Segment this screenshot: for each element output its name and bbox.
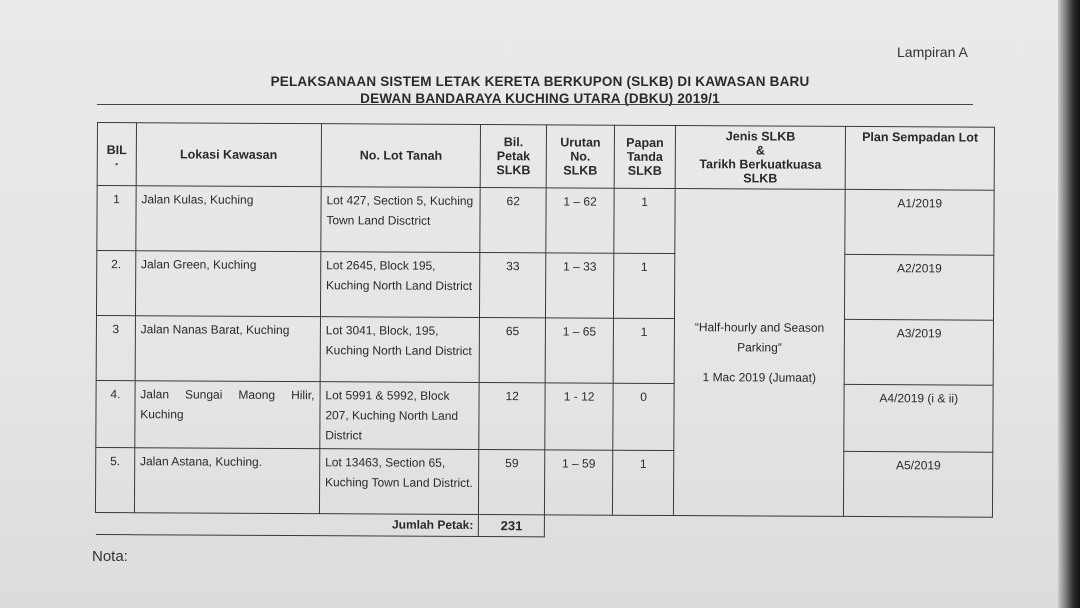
header-petak: Bil. Petak SLKB [481, 125, 547, 188]
cell-lot: Lot 13463, Section 65, Kuching Town Land District. [319, 449, 479, 515]
cell-lokasi: Jalan Astana, Kuching. [134, 448, 319, 514]
cell-petak: 33 [480, 253, 546, 318]
cell-bil: 3 [96, 315, 135, 380]
jenis-text: “Half-hourly and Season Parking” [694, 320, 825, 355]
total-row-blank [544, 515, 992, 539]
title-underline [97, 104, 973, 105]
cell-petak: 65 [480, 318, 546, 383]
header-bil-dot: . [114, 154, 119, 169]
cell-urutan: 1 - 12 [545, 383, 614, 450]
cell-lokasi: Jalan Sungai Maong Hilir, Kuching [135, 381, 320, 449]
cell-plan: A5/2019 [844, 451, 993, 517]
cell-papan: 1 [613, 450, 674, 515]
table-row [96, 380, 993, 452]
table-row [96, 315, 993, 385]
cell-papan: 1 [614, 253, 675, 318]
cell-lokasi: Jalan Kulas, Kuching [136, 186, 321, 252]
cell-urutan: 1 – 65 [545, 318, 614, 383]
nota-label: Nota: [92, 548, 128, 565]
cell-urutan: 1 – 59 [544, 450, 613, 515]
cell-lot: Lot 427, Section 5, Kuching Town Land Disctrict [321, 187, 481, 253]
cell-lot: Lot 5991 & 5992, Block 207, Kuching North Land District [320, 382, 480, 450]
cell-petak: 59 [479, 450, 545, 515]
cell-papan: 1 [613, 318, 674, 383]
cell-bil: 1 [97, 186, 136, 251]
tarikh-text: 1 Mac 2019 (Jumaat) [702, 370, 817, 385]
total-row [95, 512, 992, 539]
cell-plan: A4/2019 (i & ii) [844, 384, 993, 452]
slkb-table [95, 122, 995, 540]
header-papan: Papan Tanda SLKB [614, 125, 675, 188]
header-lokasi: Lokasi Kawasan [136, 123, 321, 187]
cell-lot: Lot 2645, Block 195, Kuching North Land District [320, 252, 480, 318]
cell-bil: 4. [96, 380, 135, 447]
header-bil: BIL . [97, 123, 136, 186]
cell-petak: 12 [479, 383, 545, 450]
cell-papan: 1 [614, 188, 675, 253]
cell-petak: 62 [480, 188, 546, 253]
cell-jenis-merged [673, 189, 845, 517]
cell-urutan: 1 – 62 [546, 188, 615, 253]
table-row [96, 251, 993, 321]
table-row [97, 186, 994, 256]
cell-plan: A2/2019 [845, 254, 994, 320]
header-urutan: Urutan No. SLKB [546, 125, 615, 188]
cell-plan: A3/2019 [844, 319, 993, 385]
table-header-row [97, 123, 994, 191]
cell-bil: 2. [96, 251, 135, 316]
page-edge-shadow [1058, 0, 1080, 608]
cell-urutan: 1 – 33 [545, 253, 614, 318]
header-lot: No. Lot Tanah [321, 124, 481, 188]
appendix-label: Lampiran A [897, 44, 968, 60]
cell-plan: A1/2019 [845, 189, 994, 255]
cell-lokasi: Jalan Green, Kuching [135, 251, 320, 317]
total-value: 231 [479, 515, 544, 537]
cell-lot: Lot 3041, Block, 195, Kuching North Land District [320, 317, 480, 383]
total-label: Jumlah Petak: [95, 512, 479, 536]
document-title-line2: DEWAN BANDARAYA KUCHING UTARA (DBKU) 2019/1 [360, 91, 720, 106]
table-row [95, 447, 992, 517]
header-plan: Plan Sempadan Lot [846, 126, 995, 190]
cell-lokasi: Jalan Nanas Barat, Kuching [135, 316, 320, 382]
cell-papan: 0 [613, 383, 674, 450]
document-title-line1: PELAKSANAAN SISTEM LETAK KERETA BERKUPON (SLKB) DI KAWASAN BARU [270, 74, 810, 89]
cell-bil: 5. [95, 447, 134, 512]
header-jenis: Jenis SLKB & Tarikh Berkuatkuasa SLKB [675, 126, 846, 190]
